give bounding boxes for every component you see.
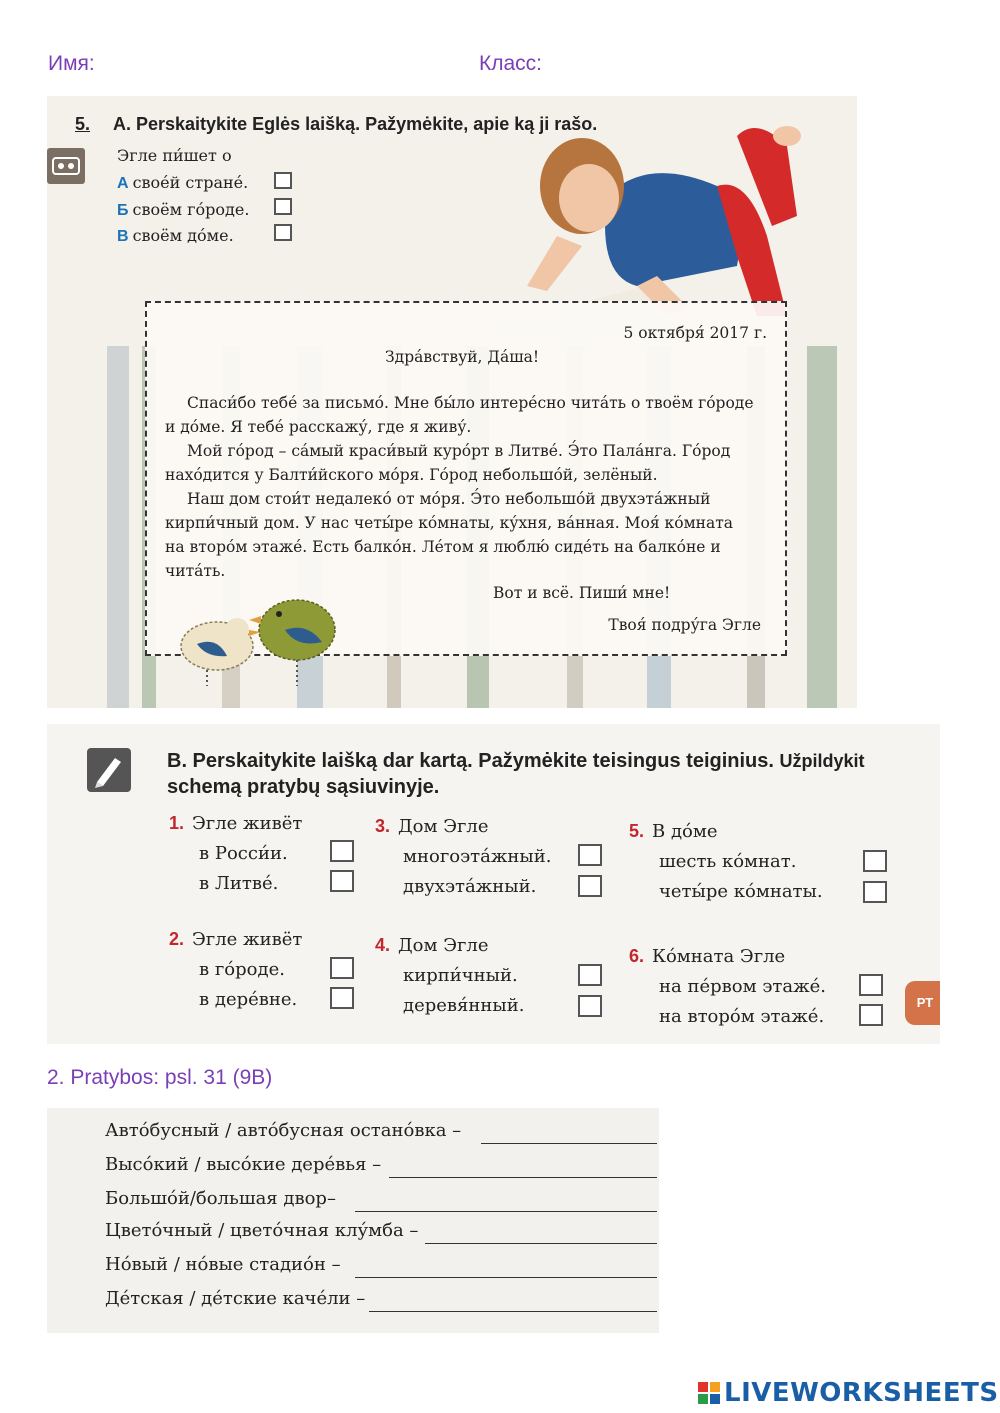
class-label: Класс: bbox=[479, 52, 542, 75]
checkbox-3b[interactable] bbox=[578, 875, 602, 897]
exercise-row: Авто́бусный / авто́бусная остано́вка – bbox=[105, 1120, 461, 1148]
checkbox-2b[interactable] bbox=[330, 987, 354, 1009]
statement-group-2: 2. Эгле живёт в го́роде. в дере́вне. bbox=[169, 929, 303, 1010]
checkbox-1a[interactable] bbox=[330, 840, 354, 862]
letter-line: нахо́дится у Балти́йского мо́ря. Го́род небольшо́й, зелёный. bbox=[165, 466, 658, 484]
answer-line[interactable] bbox=[355, 1211, 657, 1212]
checkbox-6b[interactable] bbox=[859, 1004, 883, 1026]
checkbox-5b[interactable] bbox=[863, 881, 887, 903]
workbook-badge: РТ bbox=[905, 981, 940, 1025]
letter-line: чита́ть. bbox=[165, 562, 226, 580]
checkbox-option-a[interactable] bbox=[274, 172, 292, 189]
letter-closing: Вот и всё. Пиши́ мне! bbox=[493, 584, 671, 602]
answer-line[interactable] bbox=[355, 1277, 657, 1278]
checkbox-option-b[interactable] bbox=[274, 198, 292, 215]
statement-group-5: 5. В до́ме шесть ко́мнат. четы́ре ко́мнаты. bbox=[629, 821, 823, 902]
logo-icon bbox=[698, 1381, 720, 1403]
letter-line: Наш дом стои́т недалеко́ от мо́ря. Э́то небольшо́й двухэта́жный bbox=[187, 490, 711, 508]
statement-group-3: 3. Дом Эгле многоэта́жный. двухэта́жный. bbox=[375, 816, 552, 897]
letter-line: и до́ме. Я тебе́ расскажу́, где я живу́. bbox=[165, 418, 472, 436]
exercise-row: Высо́кий / высо́кие дере́вья – bbox=[105, 1154, 381, 1182]
letter-greeting: Здра́вствуй, Да́ша! bbox=[385, 348, 540, 366]
checkbox-option-c[interactable] bbox=[274, 224, 292, 241]
question-a-stem: Эгле пи́шет о bbox=[117, 146, 232, 165]
exercise-2-panel bbox=[47, 1108, 659, 1333]
letter-line: Спаси́бо тебе́ за письмо́. Мне бы́ло интере́сно чита́ть о твоём го́роде bbox=[187, 394, 754, 412]
checkbox-4b[interactable] bbox=[578, 995, 602, 1017]
letter-line: кирпи́чный дом. У нас четы́ре ко́мнаты, ку́хня, ва́нная. Моя́ ко́мната bbox=[165, 514, 734, 532]
option-a: А свое́й стране́. bbox=[117, 173, 249, 192]
answer-line[interactable] bbox=[369, 1311, 657, 1312]
checkbox-5a[interactable] bbox=[863, 850, 887, 872]
answer-line[interactable] bbox=[389, 1177, 657, 1178]
statement-group-4: 4. Дом Эгле кирпи́чный. деревя́нный. bbox=[375, 935, 525, 1016]
answer-line[interactable] bbox=[425, 1243, 657, 1244]
exercise-row: Цвето́чный / цвето́чная клу́мба – bbox=[105, 1220, 418, 1248]
exercise-a-instruction: A. Perskaitykite Eglės laišką. Pažymėkite, apie ką ji rašo. bbox=[113, 114, 598, 134]
liveworksheets-logo: LIVEWORKSHEETS bbox=[698, 1378, 999, 1408]
exercise-row: Но́вый / но́вые стадио́н – bbox=[105, 1254, 341, 1282]
option-c: В своём до́ме. bbox=[117, 226, 234, 245]
name-label: Имя: bbox=[48, 52, 95, 75]
answer-line[interactable] bbox=[481, 1143, 657, 1144]
checkbox-4a[interactable] bbox=[578, 964, 602, 986]
section-2-heading: 2. Pratybos: psl. 31 (9B) bbox=[47, 1066, 273, 1089]
checkbox-2a[interactable] bbox=[330, 957, 354, 979]
exercise-b-panel bbox=[47, 724, 940, 1044]
checkbox-3a[interactable] bbox=[578, 844, 602, 866]
birds-illustration bbox=[167, 586, 357, 686]
exercise-row: Большо́й/большая двор– bbox=[105, 1188, 336, 1216]
exercise-row: Де́тская / де́тские каче́ли – bbox=[105, 1288, 365, 1316]
option-b: Б своём го́роде. bbox=[117, 200, 250, 219]
pencil-writing-icon bbox=[87, 748, 131, 792]
letter-date: 5 октября́ 2017 г. bbox=[623, 324, 767, 342]
checkbox-6a[interactable] bbox=[859, 974, 883, 996]
exercise-a-panel bbox=[47, 96, 857, 708]
audio-icon bbox=[47, 148, 85, 184]
exercise-b-title: B. Perskaitykite laišką dar kartą. Pažymėkite teisingus teiginius. Užpildykit schemą pratybų sąsiuvinyje. bbox=[167, 750, 865, 798]
letter-line: Мой го́род – са́мый краси́вый куро́рт в Литве́. Э́то Пала́нга. Го́род bbox=[187, 442, 731, 460]
exercise-number: 5. bbox=[75, 114, 91, 134]
checkbox-1b[interactable] bbox=[330, 870, 354, 892]
letter-line: на второ́м этаже́. Есть балко́н. Ле́том я люблю́ сиде́ть на балко́не и bbox=[165, 538, 721, 556]
letter-signature: Твоя́ подру́га Эгле bbox=[608, 616, 761, 634]
statement-group-6: 6. Ко́мната Эгле на пе́рвом этаже́. на второ́м этаже́. bbox=[629, 946, 827, 1027]
statement-group-1: 1. Эгле живёт в Росси́и. в Литве́. bbox=[169, 813, 303, 894]
